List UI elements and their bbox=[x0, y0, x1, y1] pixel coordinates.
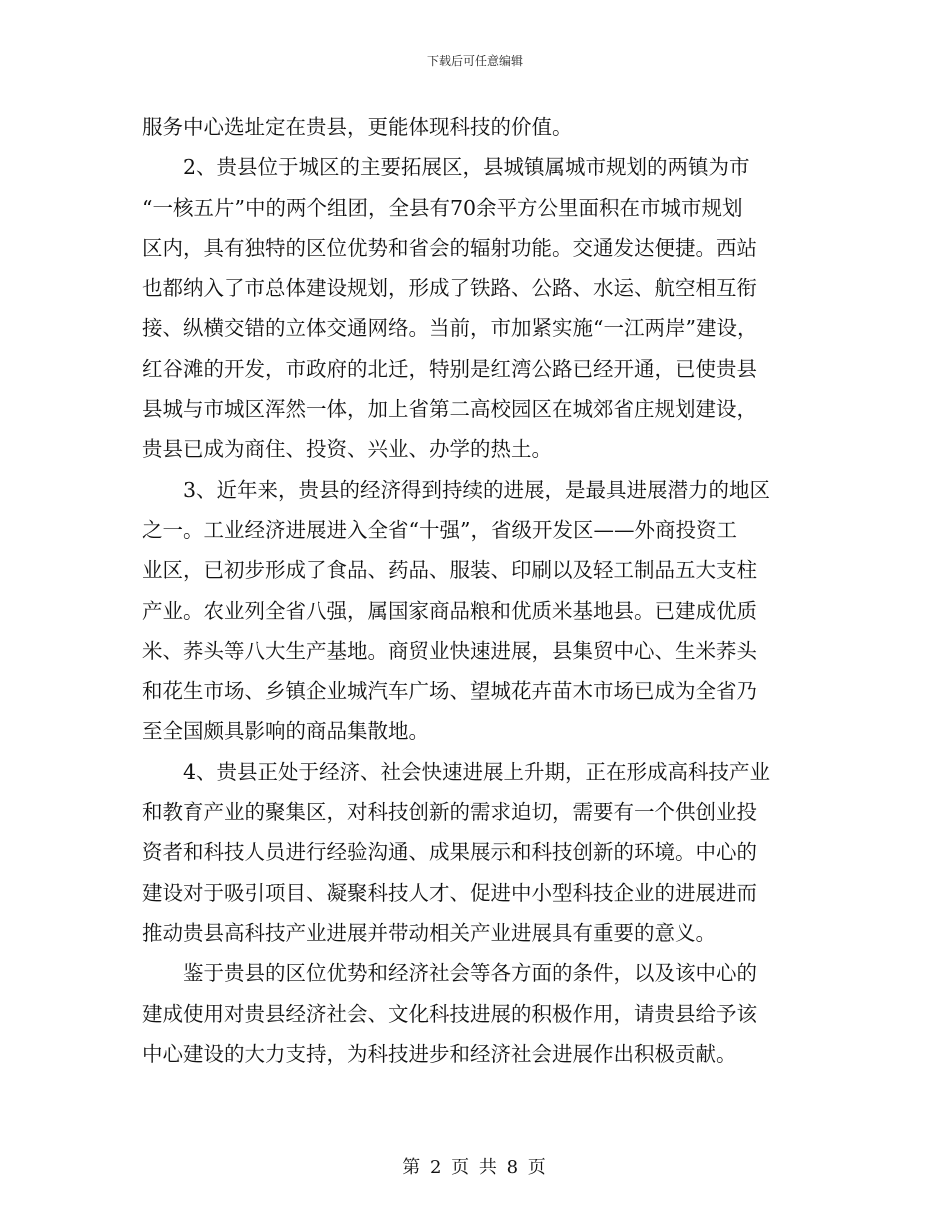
text-line: 产业。农业列全省八强，属国家商品粮和优质米基地县。已建成优质 bbox=[142, 598, 757, 623]
text-line: 区内，具有独特的区位优势和省会的辐射功能。交通发达便捷。西站 bbox=[142, 235, 757, 260]
text-line: 县城与市城区浑然一体，加上省第二高校园区在城郊省庄规划建设， bbox=[142, 397, 757, 422]
text-line: 至全国颇具影响的商品集散地。 bbox=[142, 719, 429, 744]
text-line: 和花生市场、乡镇企业城汽车广场、望城花卉苗木市场已成为全省乃 bbox=[142, 679, 757, 704]
text-line: 红谷滩的开发，市政府的北迁，特别是红湾公路已经开通，已使贵县 bbox=[142, 356, 757, 381]
text-line: 和教育产业的聚集区，对科技创新的需求迫切，需要有一个供创业投 bbox=[142, 800, 757, 825]
text-line: “一核五片”中的两个组团，全县有70余平方公里面积在市城市规划 bbox=[142, 195, 743, 220]
text-line: 也都纳入了市总体建设规划，形成了铁路、公路、水运、航空相互衔 bbox=[142, 276, 757, 301]
page-header: 下载后可任意编辑 bbox=[426, 54, 523, 68]
text-line: 业区，已初步形成了食品、药品、服装、印刷以及轻工制品五大支柱 bbox=[142, 558, 757, 583]
paragraph-start-line: 3、近年来，贵县的经济得到持续的进展，是最具进展潜力的地区 bbox=[183, 477, 771, 502]
text-line: 米、荞头等八大生产基地。商贸业快速进展，县集贸中心、生米荞头 bbox=[142, 638, 757, 663]
body-text bbox=[142, 107, 810, 1074]
paragraph-start-line: 2、贵县位于城区的主要拓展区，县城镇属城市规划的两镇为市 bbox=[183, 155, 750, 180]
text-line: 之一。工业经济进展进入全省“十强”，省级开发区——外商投资工 bbox=[142, 517, 737, 542]
text-line: 贵县已成为商住、投资、兴业、办学的热土。 bbox=[142, 437, 552, 462]
text-line: 推动贵县高科技产业进展并带动相关产业进展具有重要的意义。 bbox=[142, 920, 716, 945]
text-line: 中心建设的大力支持，为科技进步和经济社会进展作出积极贡献。 bbox=[142, 1041, 737, 1066]
paragraph-start-line: 鉴于贵县的区位优势和经济社会等各方面的条件，以及该中心的 bbox=[183, 961, 757, 986]
paragraph-start-line: 4、贵县正处于经济、社会快速进展上升期，正在形成高科技产业 bbox=[183, 759, 771, 784]
text-line: 建成使用对贵县经济社会、文化科技进展的积极作用，请贵县给予该 bbox=[142, 1001, 757, 1026]
text-line: 接、纵横交错的立体交通网络。当前，市加紧实施“一江两岸”建设， bbox=[142, 316, 758, 341]
page-footer: 第 2 页 共 8 页 bbox=[402, 1157, 548, 1178]
text-line: 资者和科技人员进行经验沟通、成果展示和科技创新的环境。中心的 bbox=[142, 840, 757, 865]
text-line: 服务中心选址定在贵县，更能体现科技的价值。 bbox=[142, 115, 573, 139]
text-line: 建设对于吸引项目、凝聚科技人才、促进中小型科技企业的进展进而 bbox=[142, 880, 757, 905]
